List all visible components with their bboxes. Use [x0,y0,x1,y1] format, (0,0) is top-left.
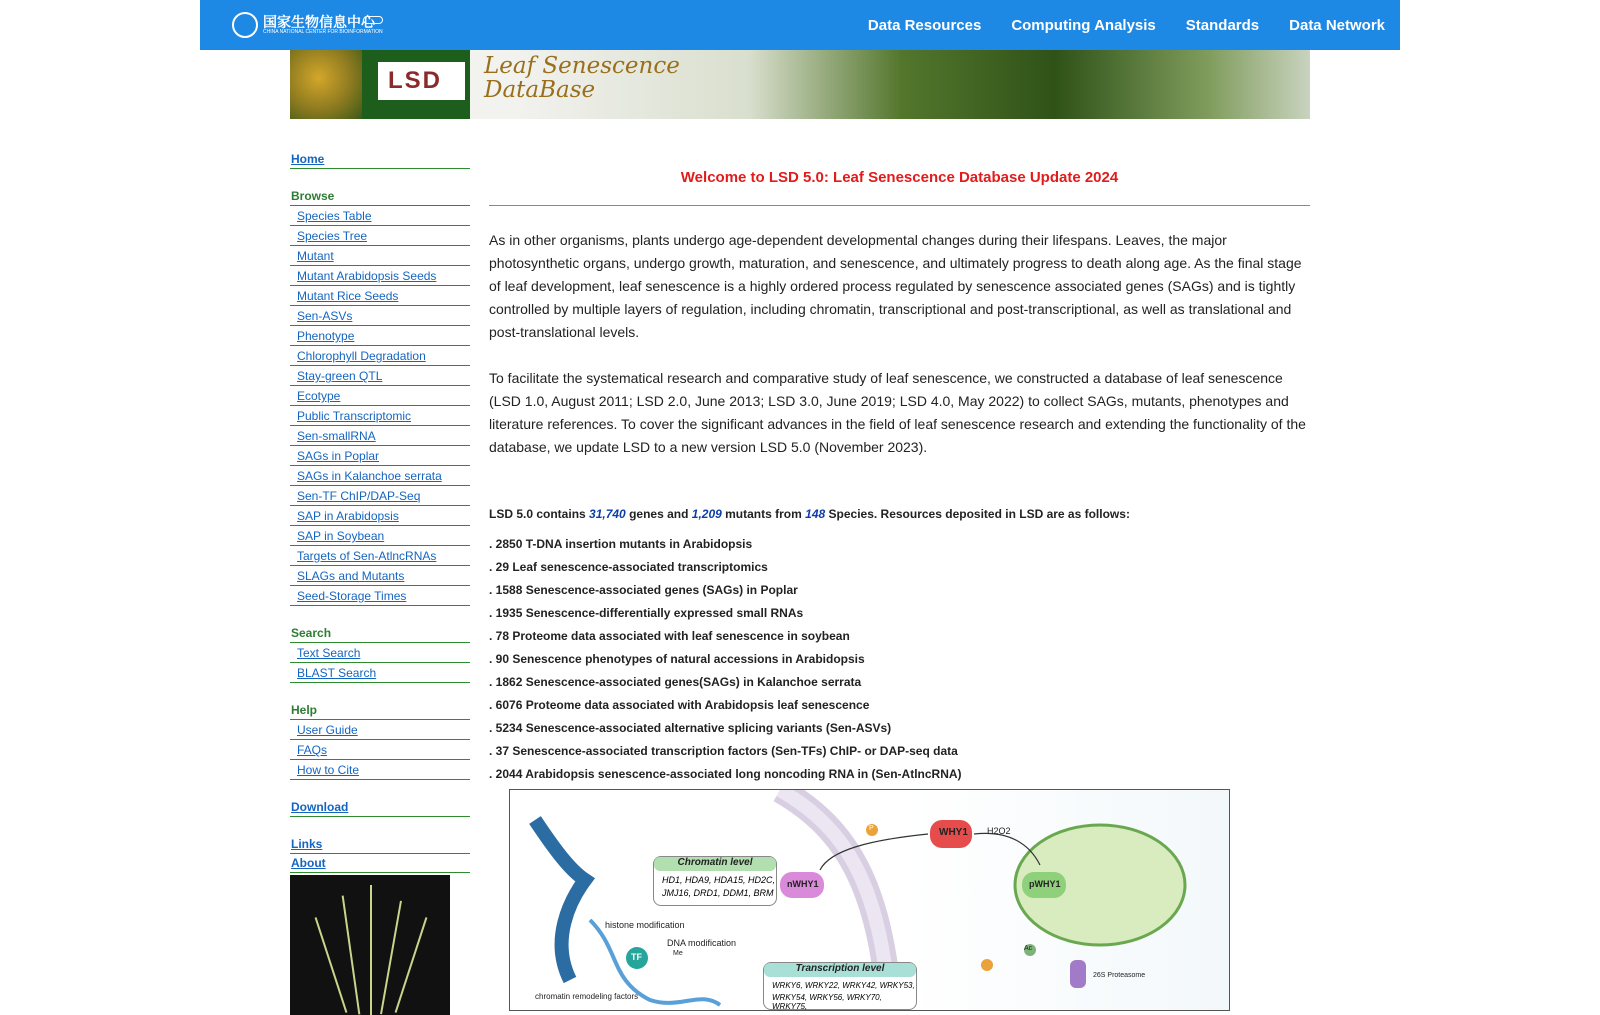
sidebar-browse-item [290,586,470,606]
sidebar-browse-item [290,266,470,286]
h2o2-label: H2O2 [987,826,1011,836]
stats-genes-count: 31,740 [589,507,626,521]
sidebar-search-item [290,643,470,663]
stats-species-count: 148 [805,507,826,521]
chromatin-genes-1: HD1, HDA9, HDA15, HD2C, [662,875,776,885]
proteasome-label: 26S Proteasome [1093,972,1146,979]
banner-tree-image [290,50,362,119]
banner-title-line1: Leaf Senescence [484,53,680,79]
sidebar-link-about[interactable]: About [291,856,326,870]
intro-paragraph-2: To facilitate the systematical research and comparative study of leaf senescence, we constructed a database of leaf senescence (LSD 1.0, August 2011; LSD 2.0, June 2013; LSD 3.0, June 2019; LSD 4.0, May 2022) to collect SAGs, mutants, phenotypes and literature references. To cover the significant advances in the field of leaf senescence research and extending the functionality of the database, we update LSD to a new version LSD 5.0 (November 2023). [489,370,1306,455]
banner-lsd-logo: LSD [378,62,465,100]
resource-list-item: . 1862 Senescence-associated genes(SAGs) in Kalanchoe serrata [489,675,862,689]
sidebar-browse-link[interactable]: Sen-ASVs [297,309,353,323]
sidebar-browse-link[interactable]: Species Tree [297,229,368,243]
sidebar-help-item [290,760,470,780]
globe-icon [232,12,258,38]
sidebar-help-link[interactable]: User Guide [297,723,358,737]
resources-list [489,533,1310,786]
sidebar-download [290,798,470,817]
banner-title-line2: DataBase [484,77,596,103]
sidebar-link-links[interactable]: Links [291,837,323,851]
sidebar-browse-link[interactable]: Species Table [297,209,372,223]
sidebar-browse-item [290,406,470,426]
sidebar-link-home[interactable]: Home [291,152,325,166]
sidebar-help-link[interactable]: FAQs [297,743,328,757]
resource-list-item: . 2850 T-DNA insertion mutants in Arabidopsis [489,537,753,551]
sidebar-browse-item [290,506,470,526]
sidebar-link-download[interactable]: Download [291,800,349,814]
sidebar-browse-item [290,446,470,466]
sidebar-browse-item [290,346,470,366]
sidebar-browse-link[interactable]: SAGs in Kalanchoe serrata [297,469,442,483]
sidebar-browse-link[interactable]: Mutant Rice Seeds [297,289,399,303]
resource-list-item: . 78 Proteome data associated with leaf senescence in soybean [489,629,850,643]
sidebar-browse-list [290,206,470,606]
stats-mutants-text: mutants from [721,507,806,521]
resource-list-item: . 29 Leaf senescence-associated transcriptomics [489,560,768,574]
sidebar-search-link[interactable]: BLAST Search [297,666,377,680]
sidebar-about [290,854,470,873]
intro-paragraph-1: As in other organisms, plants undergo age-dependent developmental changes during their lifespans. Leaves, the major photosynthetic organs, undergo growth, maturation, and senescence, and ultimately progress to death along age. As the final stage of leaf development, leaf senescence is a highly ordered process regulated by senescence associated genes (SAGs) and is tightly controlled by multiple layers of regulation, including chromatin, transcriptional and post-transcriptional, as well as translational and post-translational levels. [489,232,1302,340]
dna-mod-label: DNA modification [667,938,737,948]
sidebar-search-item [290,663,470,683]
sidebar-browse-link[interactable]: Chlorophyll Degradation [297,349,426,363]
sidebar-browse-link[interactable]: Stay-green QTL [297,369,383,383]
resource-list-item: . 1935 Senescence-differentially expressed small RNAs [489,606,804,620]
sidebar-browse-link[interactable]: Phenotype [297,329,355,343]
transcription-genes-2: WRKY54, WRKY56, WRKY70, WRKY75, [772,993,882,1011]
pwhy1-label: pWHY1 [1029,879,1061,889]
sidebar-browse-item [290,386,470,406]
main-content [489,168,1310,786]
chromatin-genes-2: JMJ16, DRD1, DDM1, BRM [662,888,774,898]
transcription-genes: WRKY6, WRKY22, WRKY42, WRKY53, [772,981,915,990]
sidebar-browse-item [290,366,470,386]
sidebar-browse-item [290,326,470,346]
why1-label: WHY1 [939,827,968,838]
sidebar-help-link[interactable]: How to Cite [297,763,360,777]
chromatin-level-title: Chromatin level [654,857,776,871]
sidebar-browse-item [290,546,470,566]
sidebar-browse-item [290,226,470,246]
sidebar-help-item [290,740,470,760]
sidebar-heading-help: Help [290,701,470,720]
sidebar-browse-item [290,426,470,446]
transcription-level-box [763,962,917,1010]
sidebar-browse-link[interactable]: Sen-TF ChIP/DAP-Seq [297,489,421,503]
sidebar-help-item [290,720,470,740]
sidebar-browse-link[interactable]: Ecotype [297,389,341,403]
sidebar-browse-link[interactable]: Mutant [297,249,334,263]
top-nav-menu [838,0,1385,50]
sidebar-browse-item [290,286,470,306]
nav-computing-analysis[interactable]: Computing Analysis [1011,16,1156,34]
nav-data-network[interactable]: Data Network [1289,16,1385,34]
cncb-logo[interactable] [232,10,392,40]
sidebar-browse-item [290,246,470,266]
resource-list-item: . 6076 Proteome data associated with Arabidopsis leaf senescence [489,698,870,712]
me-label: Me [673,950,683,957]
stats-mutants-count: 1,209 [691,507,722,521]
resource-list-item: . 1588 Senescence-associated genes (SAGs) in Poplar [489,583,798,597]
welcome-heading: Welcome to LSD 5.0: Leaf Senescence Database Update 2024 [680,169,1119,186]
sidebar-browse-item [290,566,470,586]
ac-label: Ac [1024,945,1033,952]
phospho-circle [981,959,993,971]
sidebar-browse-link[interactable]: SLAGs and Mutants [297,569,405,583]
stats-suffix: Species. Resources deposited in LSD are as follows: [825,507,1130,521]
resource-list-item: . 2044 Arabidopsis senescence-associated long noncoding RNA in (Sen-AtlncRNA) [489,767,962,781]
tf-label: TF [631,952,642,962]
logo-text-en: CHINA NATIONAL CENTER FOR BIOINFORMATION [263,29,383,35]
senescence-regulation-figure [509,789,1230,1011]
sidebar-browse-item [290,306,470,326]
sidebar-links [290,835,470,854]
transcription-level-title: Transcription level [764,963,916,977]
sidebar-browse-link[interactable]: SAP in Arabidopsis [297,509,399,523]
top-navigation-bar [200,0,1400,50]
nwhy1-label: nWHY1 [787,879,819,889]
sidebar-search-list [290,643,470,683]
sidebar-search-link[interactable]: Text Search [297,646,361,660]
sidebar-heading-browse: Browse [290,187,470,206]
sidebar-browse-item [290,206,470,226]
lsd-stats-summary [489,507,1310,521]
logo-badge-icon [363,16,383,24]
p-label: P [869,825,874,832]
resource-list-item: . 5234 Senescence-associated alternative splicing variants (Sen-ASVs) [489,721,892,735]
senescence-plant-photo [290,875,450,1015]
sidebar-browse-link[interactable]: SAP in Soybean [297,529,385,543]
sidebar-heading-search: Search [290,624,470,643]
chromatin-level-box [653,856,777,906]
chromosome-shape [535,820,585,980]
resource-list-item: . 90 Senescence phenotypes of natural accessions in Arabidopsis [489,652,865,666]
histone-label: histone modification [605,920,685,930]
sidebar [290,150,470,1015]
sidebar-browse-item [290,526,470,546]
sidebar-browse-link[interactable]: Targets of Sen-AtlncRNAs [297,549,437,563]
sidebar-browse-item [290,486,470,506]
sidebar-browse-item [290,466,470,486]
logo-text-cn: 国家生物信息中心 [263,14,375,30]
sidebar-help-list [290,720,470,780]
chromatin-remodeling-label: chromatin remodeling factors [535,992,639,1001]
sidebar-home [290,150,470,169]
sidebar-browse-link[interactable]: Mutant Arabidopsis Seeds [297,269,437,283]
stats-genes-text: genes and [625,507,692,521]
sidebar-browse-link[interactable]: Sen-smallRNA [297,429,376,443]
sidebar-browse-link[interactable]: Public Transcriptomic [297,409,412,423]
sidebar-browse-link[interactable]: SAGs in Poplar [297,449,380,463]
lsd-banner [290,50,1310,119]
stats-prefix: LSD 5.0 contains [489,507,590,521]
sidebar-browse-link[interactable]: Seed-Storage Times [297,589,407,603]
proteasome-shape [1070,960,1086,988]
resource-list-item: . 37 Senescence-associated transcription factors (Sen-TFs) ChIP- or DAP-seq data [489,744,958,758]
nav-standards[interactable]: Standards [1185,16,1260,34]
nav-data-resources[interactable]: Data Resources [867,16,982,34]
divider [489,205,1310,206]
